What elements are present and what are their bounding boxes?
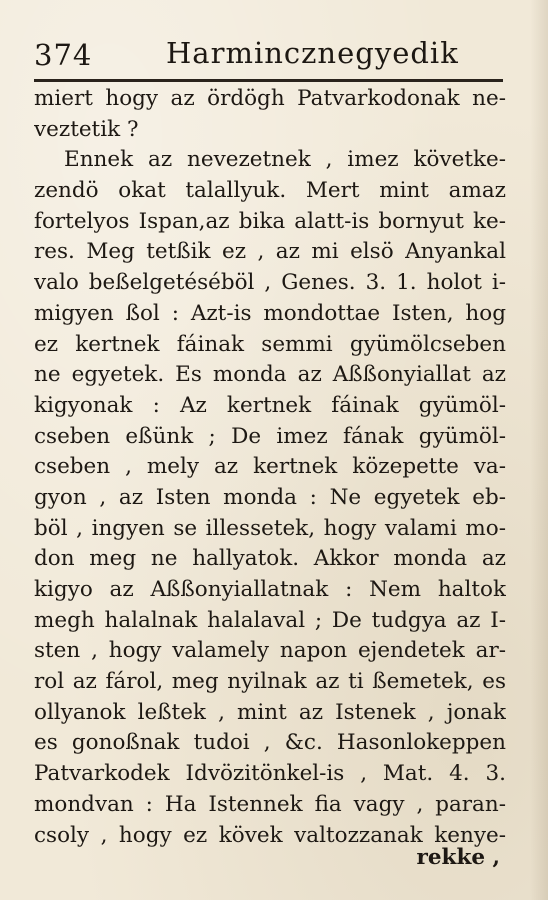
text-line: zendö okat talallyuk. Mert mint amaz bbox=[34, 178, 506, 204]
text-line: Ennek az nevezetnek , imez követke- bbox=[64, 147, 506, 173]
text-line: es gonoßnak tudoi , &c. Hasonlokeppen bbox=[34, 730, 506, 756]
text-line: csoly , hogy ez kövek valtozzanak kenye- bbox=[34, 822, 506, 848]
text-line: ollyanok leßtek , mint az Istenek , jonak bbox=[34, 699, 506, 725]
catchword: rekke , bbox=[416, 845, 500, 870]
text-line: res. Meg tetßik ez , az mi elsö Anyankal bbox=[34, 239, 506, 265]
text-line: mondvan : Ha Istennek fia vagy , paran- bbox=[34, 791, 506, 817]
page-header bbox=[34, 34, 504, 74]
text-line: cseben eßünk ; De imez fának gyümöl- bbox=[34, 423, 506, 449]
text-line: Patvarkodek Idvözitönkel-is , Mat. 4. 3. bbox=[34, 761, 506, 787]
text-line: migyen ßol : Azt-is mondottae Isten, hog bbox=[34, 300, 506, 326]
text-line: böl , ingyen se illessetek, hogy valami mo- bbox=[34, 515, 506, 541]
text-line: gyon , az Isten monda : Ne egyetek eb- bbox=[34, 484, 506, 510]
text-line: cseben , mely az kertnek közepette va- bbox=[34, 454, 506, 480]
text-line: kigyo az Aßßonyiallatnak : Nem haltok bbox=[34, 577, 506, 602]
text-line: rol az fárol, meg nyilnak az ti ßemetek, es bbox=[34, 669, 506, 695]
text-line: valo beßelgetéséböl , Genes. 3. 1. holot i- bbox=[34, 270, 506, 296]
text-line: don meg ne hallyatok. Akkor monda az bbox=[34, 546, 506, 572]
running-head: Harmincznegyedik bbox=[166, 36, 459, 70]
text-line: megh halalnak halalaval ; De tudgya az I- bbox=[34, 607, 506, 633]
header-rule bbox=[34, 79, 503, 82]
text-line: fortelyos Ispan,az bika alatt-is bornyut ke- bbox=[34, 208, 506, 234]
page-number: 374 bbox=[34, 38, 93, 72]
page-edge-shadow bbox=[530, 0, 548, 900]
body-text bbox=[34, 84, 506, 851]
text-line: kigyonak : Az kertnek fáinak gyümöl- bbox=[34, 392, 506, 418]
text-line: ne egyetek. Es monda az Aßßonyiallat az bbox=[34, 362, 506, 388]
text-line: miert hogy az ördögh Patvarkodonak ne- bbox=[34, 86, 506, 111]
text-line: ez kertnek fáinak semmi gyümölcseben bbox=[34, 331, 506, 357]
text-line: veztetik ? bbox=[34, 116, 139, 142]
text-line: sten , hogy valamely napon ejendetek ar- bbox=[34, 638, 506, 664]
catchword-row bbox=[34, 843, 500, 873]
